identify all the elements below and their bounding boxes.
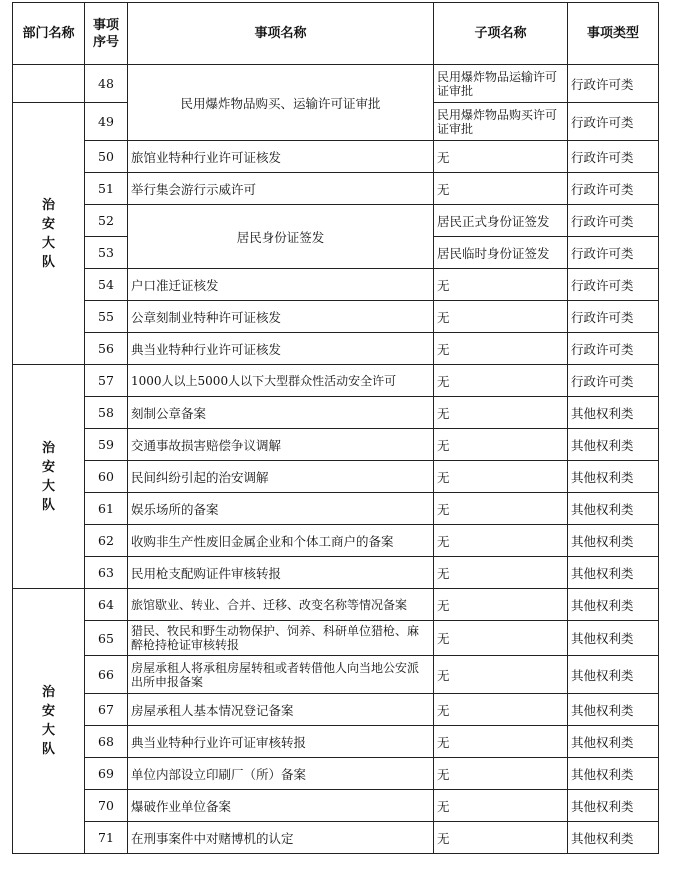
seq-cell: 60 [85,461,128,493]
dept-cell-empty [13,65,85,103]
item-name: 房屋承租人将承租房屋转租或者转借他人向当地公安派出所申报备案 [128,656,434,694]
table-row [13,525,659,557]
subitem-name: 无 [434,557,568,589]
subitem-name: 无 [434,173,568,205]
subitem-name: 无 [434,525,568,557]
header-dept: 部门名称 [13,3,85,65]
table-row [13,365,659,397]
subitem-name: 无 [434,621,568,656]
item-type: 其他权利类 [568,694,659,726]
item-type: 其他权利类 [568,726,659,758]
table-row [13,429,659,461]
header-row [13,3,659,65]
item-name: 民间纠纷引起的治安调解 [128,461,434,493]
subitem-name: 无 [434,822,568,854]
item-name: 房屋承租人基本情况登记备案 [128,694,434,726]
item-type: 其他权利类 [568,621,659,656]
item-type: 行政许可类 [568,301,659,333]
item-name: 户口准迁证核发 [128,269,434,301]
item-name: 收购非生产性废旧金属企业和个体工商户的备案 [128,525,434,557]
item-name: 民用枪支配购证件审核转报 [128,557,434,589]
seq-cell: 49 [85,103,128,141]
seq-cell: 69 [85,758,128,790]
subitem-name: 无 [434,694,568,726]
seq-cell: 66 [85,656,128,694]
seq-cell: 58 [85,397,128,429]
subitem-name: 无 [434,141,568,173]
table-row [13,65,659,103]
seq-cell: 56 [85,333,128,365]
subitem-name: 无 [434,461,568,493]
seq-cell: 52 [85,205,128,237]
item-type: 其他权利类 [568,397,659,429]
item-type: 行政许可类 [568,365,659,397]
dept-cell: 治 安 大 队 [13,365,85,589]
item-name: 单位内部设立印刷厂（所）备案 [128,758,434,790]
item-name: 公章刻制业特种许可证核发 [128,301,434,333]
seq-cell: 48 [85,65,128,103]
subitem-name: 居民临时身份证签发 [434,237,568,269]
item-type: 其他权利类 [568,429,659,461]
table-row [13,726,659,758]
item-type: 行政许可类 [568,173,659,205]
seq-cell: 50 [85,141,128,173]
item-name: 在刑事案件中对赌博机的认定 [128,822,434,854]
seq-cell: 67 [85,694,128,726]
seq-cell: 55 [85,301,128,333]
seq-cell: 51 [85,173,128,205]
subitem-name: 无 [434,397,568,429]
item-name: 典当业特种行业许可证审核转报 [128,726,434,758]
table-row [13,461,659,493]
item-type: 行政许可类 [568,65,659,103]
seq-cell: 64 [85,589,128,621]
seq-cell: 53 [85,237,128,269]
seq-cell: 59 [85,429,128,461]
table-row [13,758,659,790]
table-row [13,822,659,854]
seq-cell: 54 [85,269,128,301]
table-row [13,333,659,365]
item-name: 交通事故损害赔偿争议调解 [128,429,434,461]
item-type: 其他权利类 [568,822,659,854]
item-name-merged: 居民身份证签发 [128,205,434,269]
item-type: 其他权利类 [568,589,659,621]
header-item: 事项名称 [128,3,434,65]
item-type: 行政许可类 [568,333,659,365]
subitem-name: 无 [434,589,568,621]
subitem-name: 无 [434,493,568,525]
table-row [13,589,659,621]
subitem-name: 无 [434,269,568,301]
item-name: 娱乐场所的备案 [128,493,434,525]
seq-cell: 57 [85,365,128,397]
items-table [12,2,659,854]
subitem-name: 无 [434,758,568,790]
seq-cell: 70 [85,790,128,822]
item-type: 其他权利类 [568,758,659,790]
table-row [13,173,659,205]
item-name: 典当业特种行业许可证核发 [128,333,434,365]
table-row [13,269,659,301]
header-sub: 子项名称 [434,3,568,65]
dept-cell: 治 安 大 队 [13,103,85,365]
dept-cell: 治 安 大 队 [13,589,85,854]
item-name-merged: 民用爆炸物品购买、运输许可证审批 [128,65,434,141]
item-type: 其他权利类 [568,656,659,694]
table-row [13,694,659,726]
item-name: 猎民、牧民和野生动物保护、饲养、科研单位猎枪、麻醉枪持枪证审核转报 [128,621,434,656]
seq-cell: 63 [85,557,128,589]
header-type: 事项类型 [568,3,659,65]
seq-cell: 71 [85,822,128,854]
table-row [13,397,659,429]
item-name: 1000人以上5000人以下大型群众性活动安全许可 [128,365,434,397]
subitem-name: 无 [434,790,568,822]
subitem-name: 无 [434,726,568,758]
item-type: 其他权利类 [568,493,659,525]
item-name: 举行集会游行示威许可 [128,173,434,205]
subitem-name: 无 [434,429,568,461]
table-row [13,205,659,237]
seq-cell: 62 [85,525,128,557]
table-row [13,493,659,525]
item-type: 行政许可类 [568,141,659,173]
item-name: 旅馆歇业、转业、合并、迁移、改变名称等情况备案 [128,589,434,621]
table-row [13,557,659,589]
item-type: 行政许可类 [568,269,659,301]
item-name: 爆破作业单位备案 [128,790,434,822]
item-type: 其他权利类 [568,790,659,822]
item-type: 其他权利类 [568,525,659,557]
item-type: 行政许可类 [568,205,659,237]
table-row [13,141,659,173]
seq-cell: 68 [85,726,128,758]
subitem-name: 民用爆炸物品购买许可证审批 [434,103,568,141]
item-name: 刻制公章备案 [128,397,434,429]
subitem-name: 无 [434,333,568,365]
subitem-name: 居民正式身份证签发 [434,205,568,237]
table-row [13,621,659,656]
item-type: 其他权利类 [568,461,659,493]
item-type: 行政许可类 [568,103,659,141]
header-seq: 事项 序号 [85,3,128,65]
seq-cell: 61 [85,493,128,525]
table-row [13,301,659,333]
item-type: 其他权利类 [568,557,659,589]
subitem-name: 无 [434,365,568,397]
seq-cell: 65 [85,621,128,656]
item-type: 行政许可类 [568,237,659,269]
item-name: 旅馆业特种行业许可证核发 [128,141,434,173]
subitem-name: 无 [434,301,568,333]
subitem-name: 民用爆炸物品运输许可证审批 [434,65,568,103]
table-row [13,656,659,694]
table-row [13,790,659,822]
subitem-name: 无 [434,656,568,694]
